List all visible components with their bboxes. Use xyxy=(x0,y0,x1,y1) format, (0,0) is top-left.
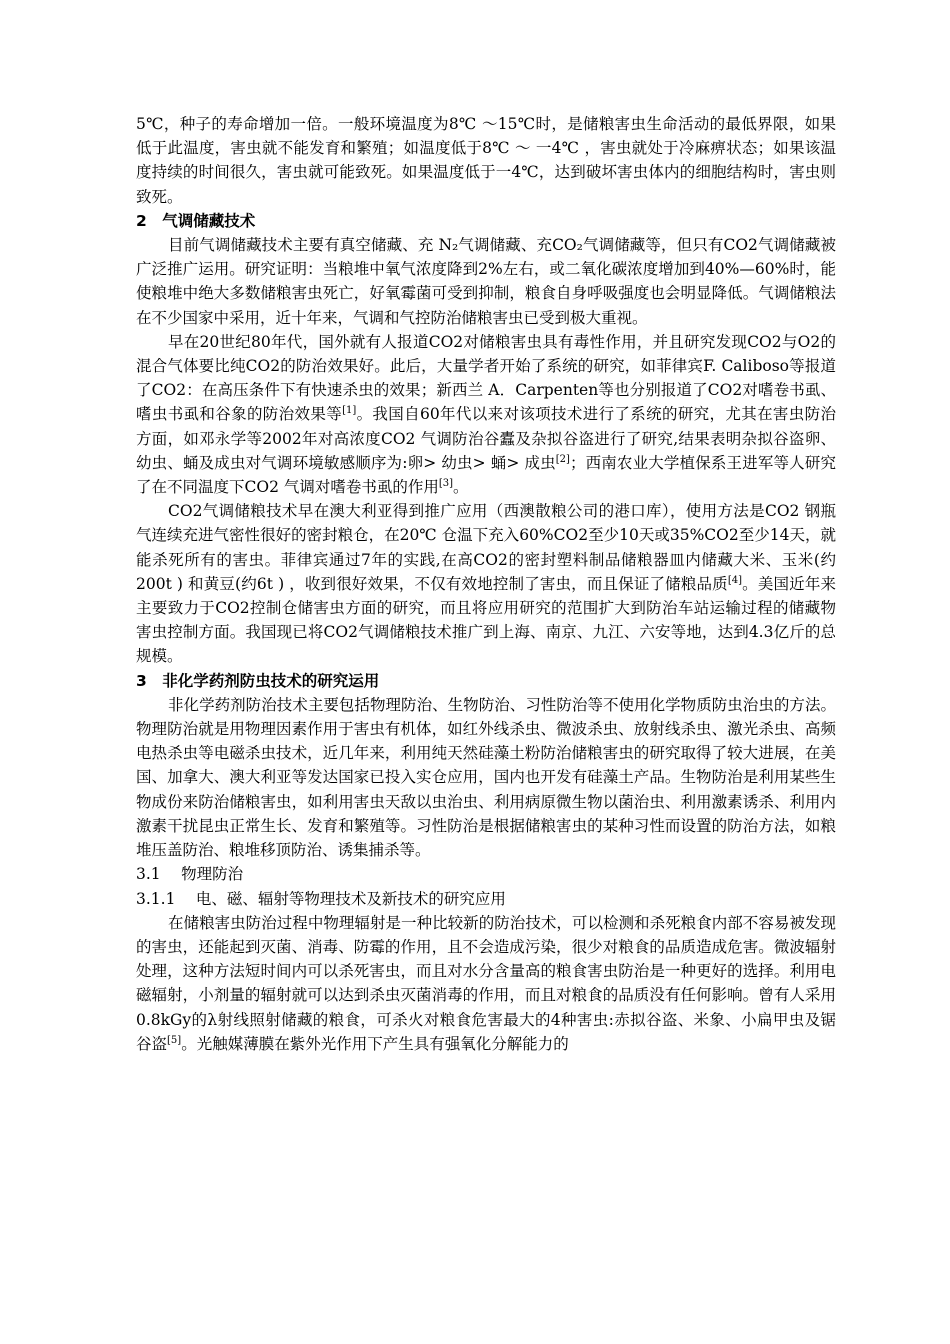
paragraph xyxy=(136,911,836,1056)
text-run: 3.1.1 电、磁、辐射等物理技术及新技术的研究应用 xyxy=(136,889,506,908)
text-run: 5℃，种子的寿命增加一倍。一般环境温度为8℃ ～15℃时，是储粮害虫生命活动的最低界限，如果低于此温度，害虫就不能发育和繁殖；如温度低于8℃ ～ 一4℃ ，害虫就处于冷麻痹状态；如果该温度持续的时间很久，害虫就可能致死。如果温度低于一4℃，达到破坏害虫体内的细胞结构时，害虫则致死。 xyxy=(136,115,836,206)
citation-ref: [2] xyxy=(555,453,570,465)
text-run: 3 非化学药剂防虫技术的研究运用 xyxy=(136,671,380,690)
paragraph xyxy=(136,499,836,668)
text-run: 在储粮害虫防治过程中物理辐射是一种比较新的防治技术，可以检测和杀死粮食内部不容易被发现的害虫，还能起到灭菌、消毒、防霉的作用，且不会造成污染，很少对粮食的品质造成危害。微波辐射处理，这种方法短时间内可以杀死害虫，而且对水分含量高的粮食害虫防治是一种更好的选择。利用电磁辐射，小剂量的辐射就可以达到杀虫灭菌消毒的作用，而且对粮食的品质没有任何影响。曾有人采用0.8kGy的λ射线照射储藏的粮食，可杀火对粮食危害最大的4种害虫:赤拟谷盗、米象、小扁甲虫及锯谷盗 xyxy=(136,913,836,1053)
text-run: 。美国近年来主要致力于CO2控制仓储害虫方面的研究，而且将应用研究的范围扩大到防治车站运输过程的储藏物害虫控制方面。我国现已将CO2气调储粮技术推广到上海、南京、九江、六安等地，达到4.3亿斤的总规模。 xyxy=(136,574,836,666)
paragraph xyxy=(136,693,836,862)
subsection-heading xyxy=(136,887,836,911)
text-run: CO2气调储粮技术早在澳大利亚得到推广应用（西澳散粮公司的港口库），使用方法是CO2 钢瓶气连续充进气密性很好的密封粮仓，在20℃ 仓温下充入60%CO2至少10天或35%CO2至少14天，就能杀死所有的害虫。菲律宾通过7年的实践,在高CO2的密封塑料制品储粮器皿内储藏大米、玉米(约200t ) 和黄豆(约6t ) ，收到很好效果，不仅有效地控制了害虫，而且保证了储粮品质 xyxy=(136,502,836,593)
text-run: 目前气调储藏技术主要有真空储藏、充 N₂气调储藏、充CO₂气调储藏等，但只有CO2气调储藏被广泛推广运用。研究证明：当粮堆中氧气浓度降到2%左右，或二氧化碳浓度增加到40%—60%时，能使粮堆中绝大多数储粮害虫死亡，好氧霉菌可受到抑制，粮食自身呼吸强度也会明显降低。气调储粮法在不少国家中采用，近十年来，气调和气控防治储粮害虫已受到极大重视。 xyxy=(136,236,836,327)
citation-ref: [4] xyxy=(727,574,742,586)
text-run: 。我国自60年代以来对该项技术进行了系统的研究，尤其在害虫防治方面，如邓永学等2002年对高浓度CO2 气调防治谷蠹及杂拟谷盗进行了研究,结果表明杂拟谷盗卵、幼虫、蛹及成虫对气调环境敏感顺序为:卵> 幼虫> 蛹> 成虫 xyxy=(136,405,836,472)
section-heading xyxy=(136,669,836,693)
text-run: 。 xyxy=(453,478,469,497)
citation-ref: [5] xyxy=(167,1034,182,1046)
text-run: 3.1 物理防治 xyxy=(136,865,244,884)
citation-ref: [3] xyxy=(438,478,454,490)
section-heading xyxy=(136,209,836,233)
text-run: 非化学药剂防治技术主要包括物理防治、生物防治、习性防治等不使用化学物质防虫治虫的方法。物理防治就是用物理因素作用于害虫有机体，如红外线杀虫、微波杀虫、放射线杀虫、激光杀虫、高频电热杀虫等电磁杀虫技术，近几年来，利用纯天然硅藻土粉防治储粮害虫的研究取得了较大进展，在美国、加拿大、澳大利亚等发达国家已投入实仓应用，国内也开发有硅藻土产品。生物防治是利用某些生物成份来防治储粮害虫，如利用害虫天敌以虫治虫、利用病原微生物以菌治虫、利用激素诱杀、利用内激素干扰昆虫正常生长、发育和繁殖等。习性防治是根据储粮害虫的某种习性而设置的防治方法，如粮堆压盖防治、粮堆移顶防治、诱集捕杀等。 xyxy=(136,695,836,860)
paragraph xyxy=(136,330,836,499)
paragraph xyxy=(136,233,836,330)
text-run: 2 气调储藏技术 xyxy=(136,211,256,230)
text-run: ；西南农业大学植保系王进军等人研究了在不同温度下CO2 气调对嗜卷书虱的作用 xyxy=(136,453,836,497)
text-run: 早在20世纪80年代，国外就有人报道CO2对储粮害虫具有毒性作用，并且研究发现CO2与O2的混合气体要比纯CO2的防治效果好。此后，大量学者开始了系统的研究，如菲律宾F. Caliboso等报道了CO2：在高压条件下有快速杀虫的效果；新西兰 A．Carpenten等也分别报道了CO2对嗜卷书虱、嗜虫书虱和谷象的防治效果等 xyxy=(136,332,836,424)
document-body xyxy=(136,112,836,1056)
text-run: 。光触媒薄膜在紫外光作用下产生具有强氧化分解能力的 xyxy=(181,1034,569,1053)
paragraph xyxy=(136,112,836,209)
subsection-heading xyxy=(136,862,836,886)
citation-ref: [1] xyxy=(342,405,357,417)
